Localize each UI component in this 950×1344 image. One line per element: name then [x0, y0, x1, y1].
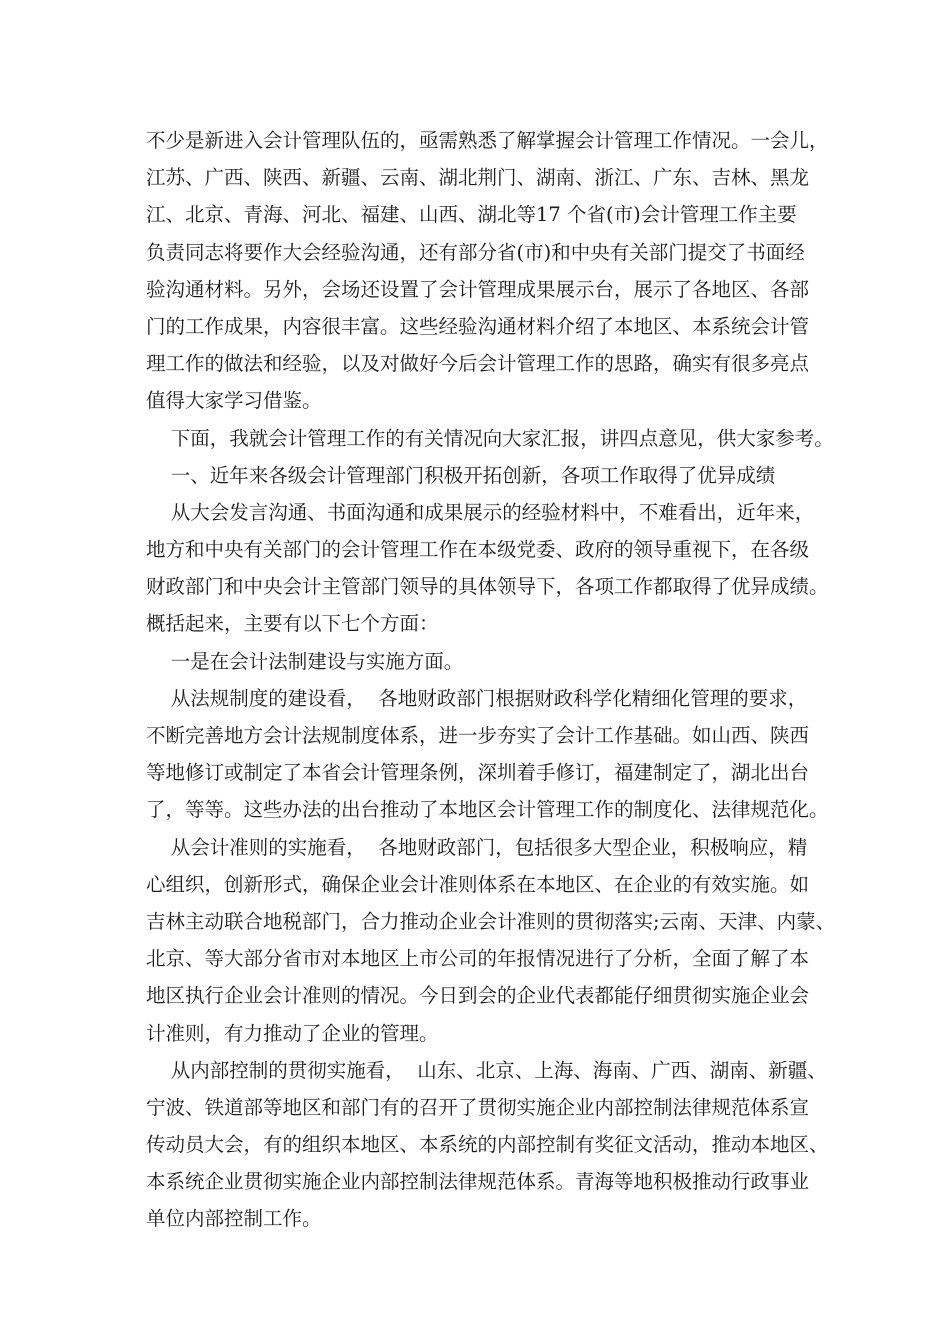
subsection-heading: 一是在会计法制建设与实施方面。	[146, 649, 464, 673]
text-line: 江苏、广西、陕西、新疆、云南、湖北荆门、湖南、浙江、广东、吉林、黑龙	[146, 166, 810, 190]
text-line: 值得大家学习借鉴。	[146, 389, 322, 413]
text-line: 门的工作成果，内容很丰富。这些经验沟通材料介绍了本地区、本系统会计管	[146, 314, 810, 338]
text-line: 从会计准则的实施看， 各地财政部门，包括很多大型企业，积极响应，精	[146, 835, 808, 859]
text-line: 从内部控制的贯彻实施看， 山东、北京、上海、海南、广西、湖南、新疆、	[146, 1058, 827, 1082]
text-line: 不少是新进入会计管理队伍的，亟需熟悉了解掌握会计管理工作情况。一会儿，	[146, 129, 829, 152]
text-line: 理工作的做法和经验，以及对做好今后会计管理工作的思路，确实有很多亮点	[146, 352, 810, 376]
text-line: 负责同志将要作大会经验沟通，还有部分省(市)和中央有关部门提交了书面经	[146, 240, 805, 264]
text-line: 传动员大会，有的组织本地区、本系统的内部控制有奖征文活动，推动本地区、	[146, 1133, 829, 1157]
section-heading: 一、近年来各级会计管理部门积极开拓创新，各项工作取得了优异成绩	[146, 463, 776, 487]
text-line: 地方和中央有关部门的会计管理工作在本级党委、政府的领导重视下，在各级	[146, 538, 810, 562]
text-line: 下面，我就会计管理工作的有关情况向大家汇报，讲四点意见，供大家参考。	[146, 426, 834, 450]
text-line: 单位内部控制工作。	[146, 1207, 322, 1231]
text-line: 本系统企业贯彻实施企业内部控制法律规范体系。青海等地积极推动行政事业	[146, 1170, 810, 1194]
text-line: 计准则，有力推动了企业的管理。	[146, 1021, 439, 1045]
text-line: 北京、等大部分省市对本地区上市公司的年报情况进行了分析，全面了解了本	[146, 947, 810, 971]
text-line: 心组织，创新形式，确保企业会计准则体系在本地区、在企业的有效实施。如	[146, 872, 810, 896]
text-line: 从法规制度的建设看， 各地财政部门根据财政科学化精细化管理的要求，	[146, 686, 808, 710]
text-line: 财政部门和中央会计主管部门领导的具体领导下，各项工作都取得了优异成绩。	[146, 575, 829, 599]
text-line: 地区执行企业会计准则的情况。今日到会的企业代表都能仔细贯彻实施企业会	[146, 984, 810, 1008]
text-line: 宁波、铁道部等地区和部门有的召开了贯彻实施企业内部控制法律规范体系宣	[146, 1095, 810, 1119]
text-line: 等地修订或制定了本省会计管理条例，深圳着手修订，福建制定了，湖北出台	[146, 761, 810, 785]
text-line: 吉林主动联合地税部门，合力推动企业会计准则的贯彻落实;云南、天津、内蒙、	[146, 909, 836, 933]
text-line: 从大会发言沟通、书面沟通和成果展示的经验材料中，不难看出，近年来，	[146, 500, 815, 524]
text-line: 验沟通材料。另外，会场还设置了会计管理成果展示台，展示了各地区、各部	[146, 277, 810, 301]
text-line: 了，等等。这些办法的出台推动了本地区会计管理工作的制度化、法律规范化。	[146, 798, 829, 822]
document-body	[146, 122, 836, 1238]
text-line: 江、北京、青海、河北、福建、山西、湖北等17 个省(市)会计管理工作主要	[146, 203, 797, 227]
text-line: 概括起来，主要有以下七个方面：	[146, 612, 439, 636]
text-line: 不断完善地方会计法规制度体系，进一步夯实了会计工作基础。如山西、陕西	[146, 724, 810, 747]
